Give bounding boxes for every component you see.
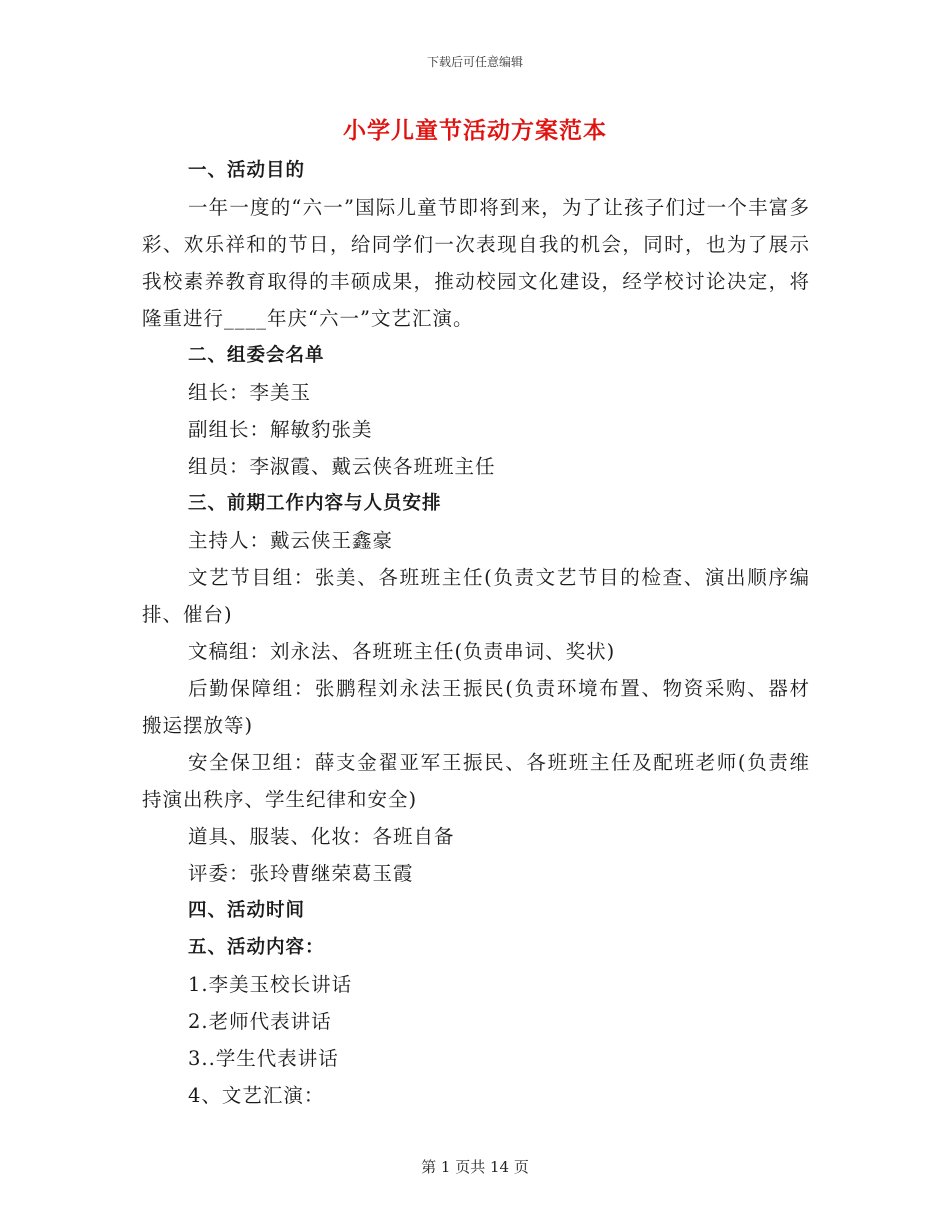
content-item-2: 2.老师代表讲话 [188,1010,332,1033]
document-title: 小学儿童节活动方案范本 [343,117,607,144]
purpose-paragraph: 一年一度的“六一”国际儿童节即将到来，为了让孩子们过一个丰富多彩、欢乐祥和的节日，给同学们一次表现自我的机会，同时，也为了展示我校素养教育取得的丰硕成果，推动校园文化建设，经学校讨论决定，将隆重进行____年庆“六一”文艺汇演。 [142,196,810,330]
section-heading-content: 五、活动内容： [188,937,325,958]
header-note: 下载后可任意编辑 [426,55,523,69]
section-heading-purpose: 一、活动目的 [188,160,306,181]
committee-vice-leader: 副组长：解敏豹张美 [188,418,373,441]
content-item-1: 1.李美玉校长讲话 [188,973,353,996]
section-heading-arrangement: 三、前期工作内容与人员安排 [188,493,442,514]
arrangement-props: 道具、服装、化妆：各班自备 [188,825,455,848]
arrangement-security-group: 安全保卫组：薛支金翟亚军王振民、各班班主任及配班老师(负责维持演出秩序、学生纪律和安全) [142,751,810,811]
content-item-3: 3..学生代表讲话 [188,1047,339,1070]
committee-leader: 组长：李美玉 [188,381,312,404]
arrangement-judges: 评委：张玲曹继荣葛玉霞 [188,862,414,885]
document-body [142,152,810,1114]
arrangement-script-group: 文稿组：刘永法、各班班主任(负责串词、奖状) [188,640,616,663]
section-heading-committee: 二、组委会名单 [188,345,325,366]
content-item-4: 4、文艺汇演： [188,1084,325,1107]
page-footer: 第 1 页共 14 页 [421,1158,529,1176]
arrangement-program-group: 文艺节目组：张美、各班班主任(负责文艺节目的检查、演出顺序编排、催台) [142,566,810,626]
committee-members: 组员：李淑霞、戴云侠各班班主任 [188,455,496,478]
arrangement-logistics-group: 后勤保障组：张鹏程刘永法王振民(负责环境布置、物资采购、器材搬运摆放等) [142,677,810,737]
section-heading-time: 四、活动时间 [188,900,306,921]
arrangement-host: 主持人：戴云侠王鑫豪 [188,529,394,552]
